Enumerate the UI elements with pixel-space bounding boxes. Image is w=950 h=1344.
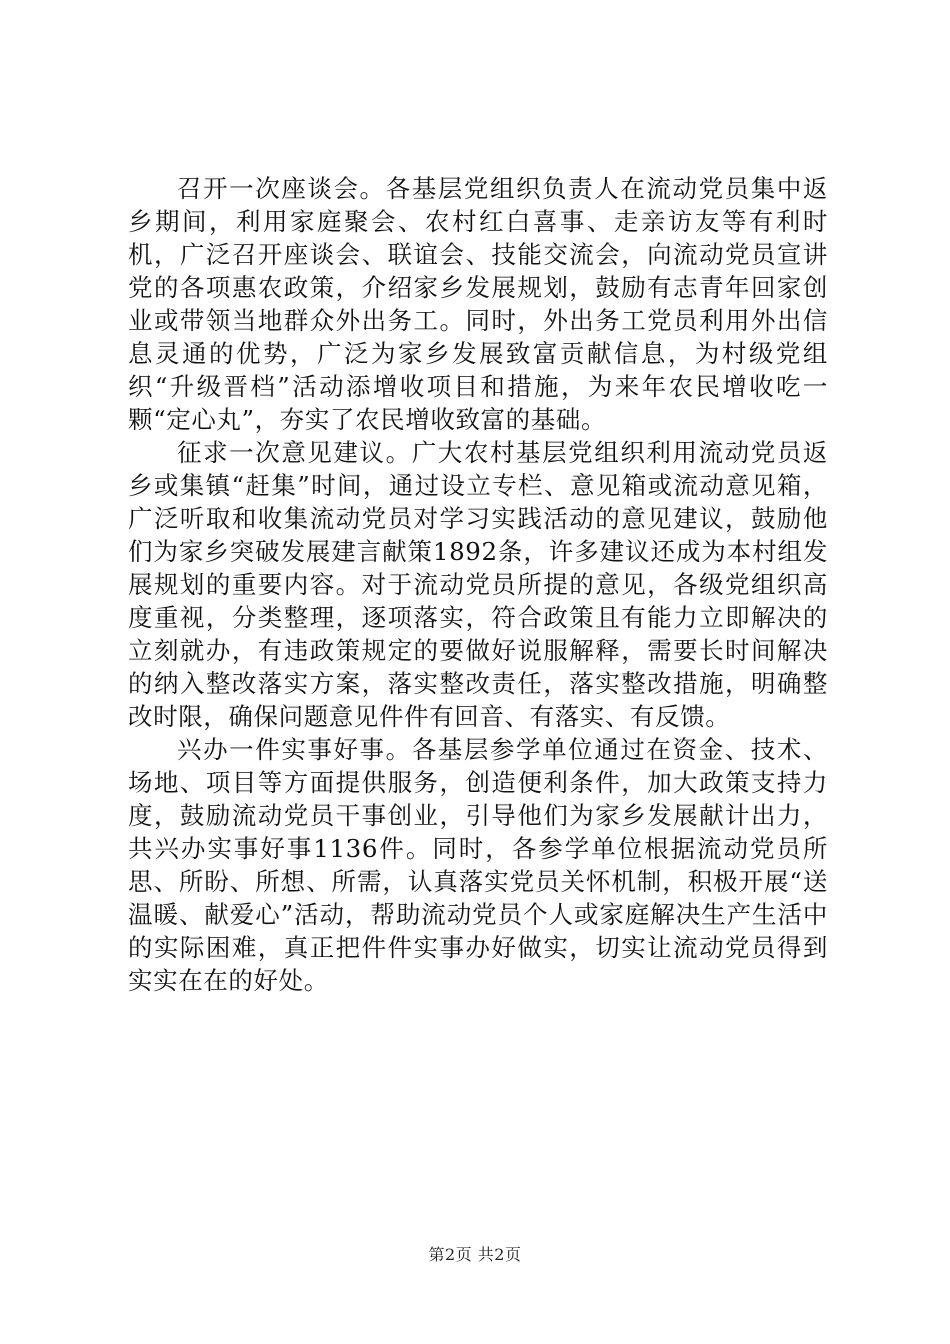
paragraph-solicit-opinions: 征求一次意见建议。广大农村基层党组织利用流动党员返乡或集镇“赶集”时间，通过设立专栏、意见箱或流动意见箱，广泛听取和收集流动党员对学习实践活动的意见建议，鼓励他们为家乡突破发展建言献策1892条，许多建议还成为本村组发展规划的重要内容。对于流动党员所提的意见，各级党组织高度重视，分类整理，逐项落实，符合政策且有能力立即解决的立刻就办，有违政策规定的要做好说服解释，需要长时间解决的纳入整改落实方案，落实整改责任，落实整改措施，明确整改时限，确保问题意见件件有回音、有落实、有反馈。 [128, 438, 828, 731]
page-footer: 第2页 共2页 [428, 1245, 522, 1264]
paragraph-practical-deeds: 兴办一件实事好事。各基层参学单位通过在资金、技术、场地、项目等方面提供服务，创造便利条件，加大政策支持力度，鼓励流动党员干事创业，引导他们为家乡发展献计出力，共兴办实事好事1136件。同时，各参学单位根据流动党员所思、所盼、所想、所需，认真落实党员关怀机制，积极开展“送温暖、献爱心”活动，帮助流动党员个人或家庭解决生产生活中的实际困难，真正把件件实事办好做实，切实让流动党员得到实实在在的好处。 [128, 735, 828, 995]
paragraph-symposium: 召开一次座谈会。各基层党组织负责人在流动党员集中返乡期间，利用家庭聚会、农村红白喜事、走亲访友等有利时机，广泛召开座谈会、联谊会、技能交流会，向流动党员宣讲党的各项惠农政策，介绍家乡发展规划，鼓励有志青年回家创业或带领当地群众外出务工。同时，外出务工党员利用外出信息灵通的优势，广泛为家乡发展致富贡献信息，为村级党组织“升级晋档”活动添增收项目和措施，为来年农民增收吃一颗“定心丸”，夯实了农民增收致富的基础。 [128, 174, 828, 434]
document-body [128, 172, 828, 997]
